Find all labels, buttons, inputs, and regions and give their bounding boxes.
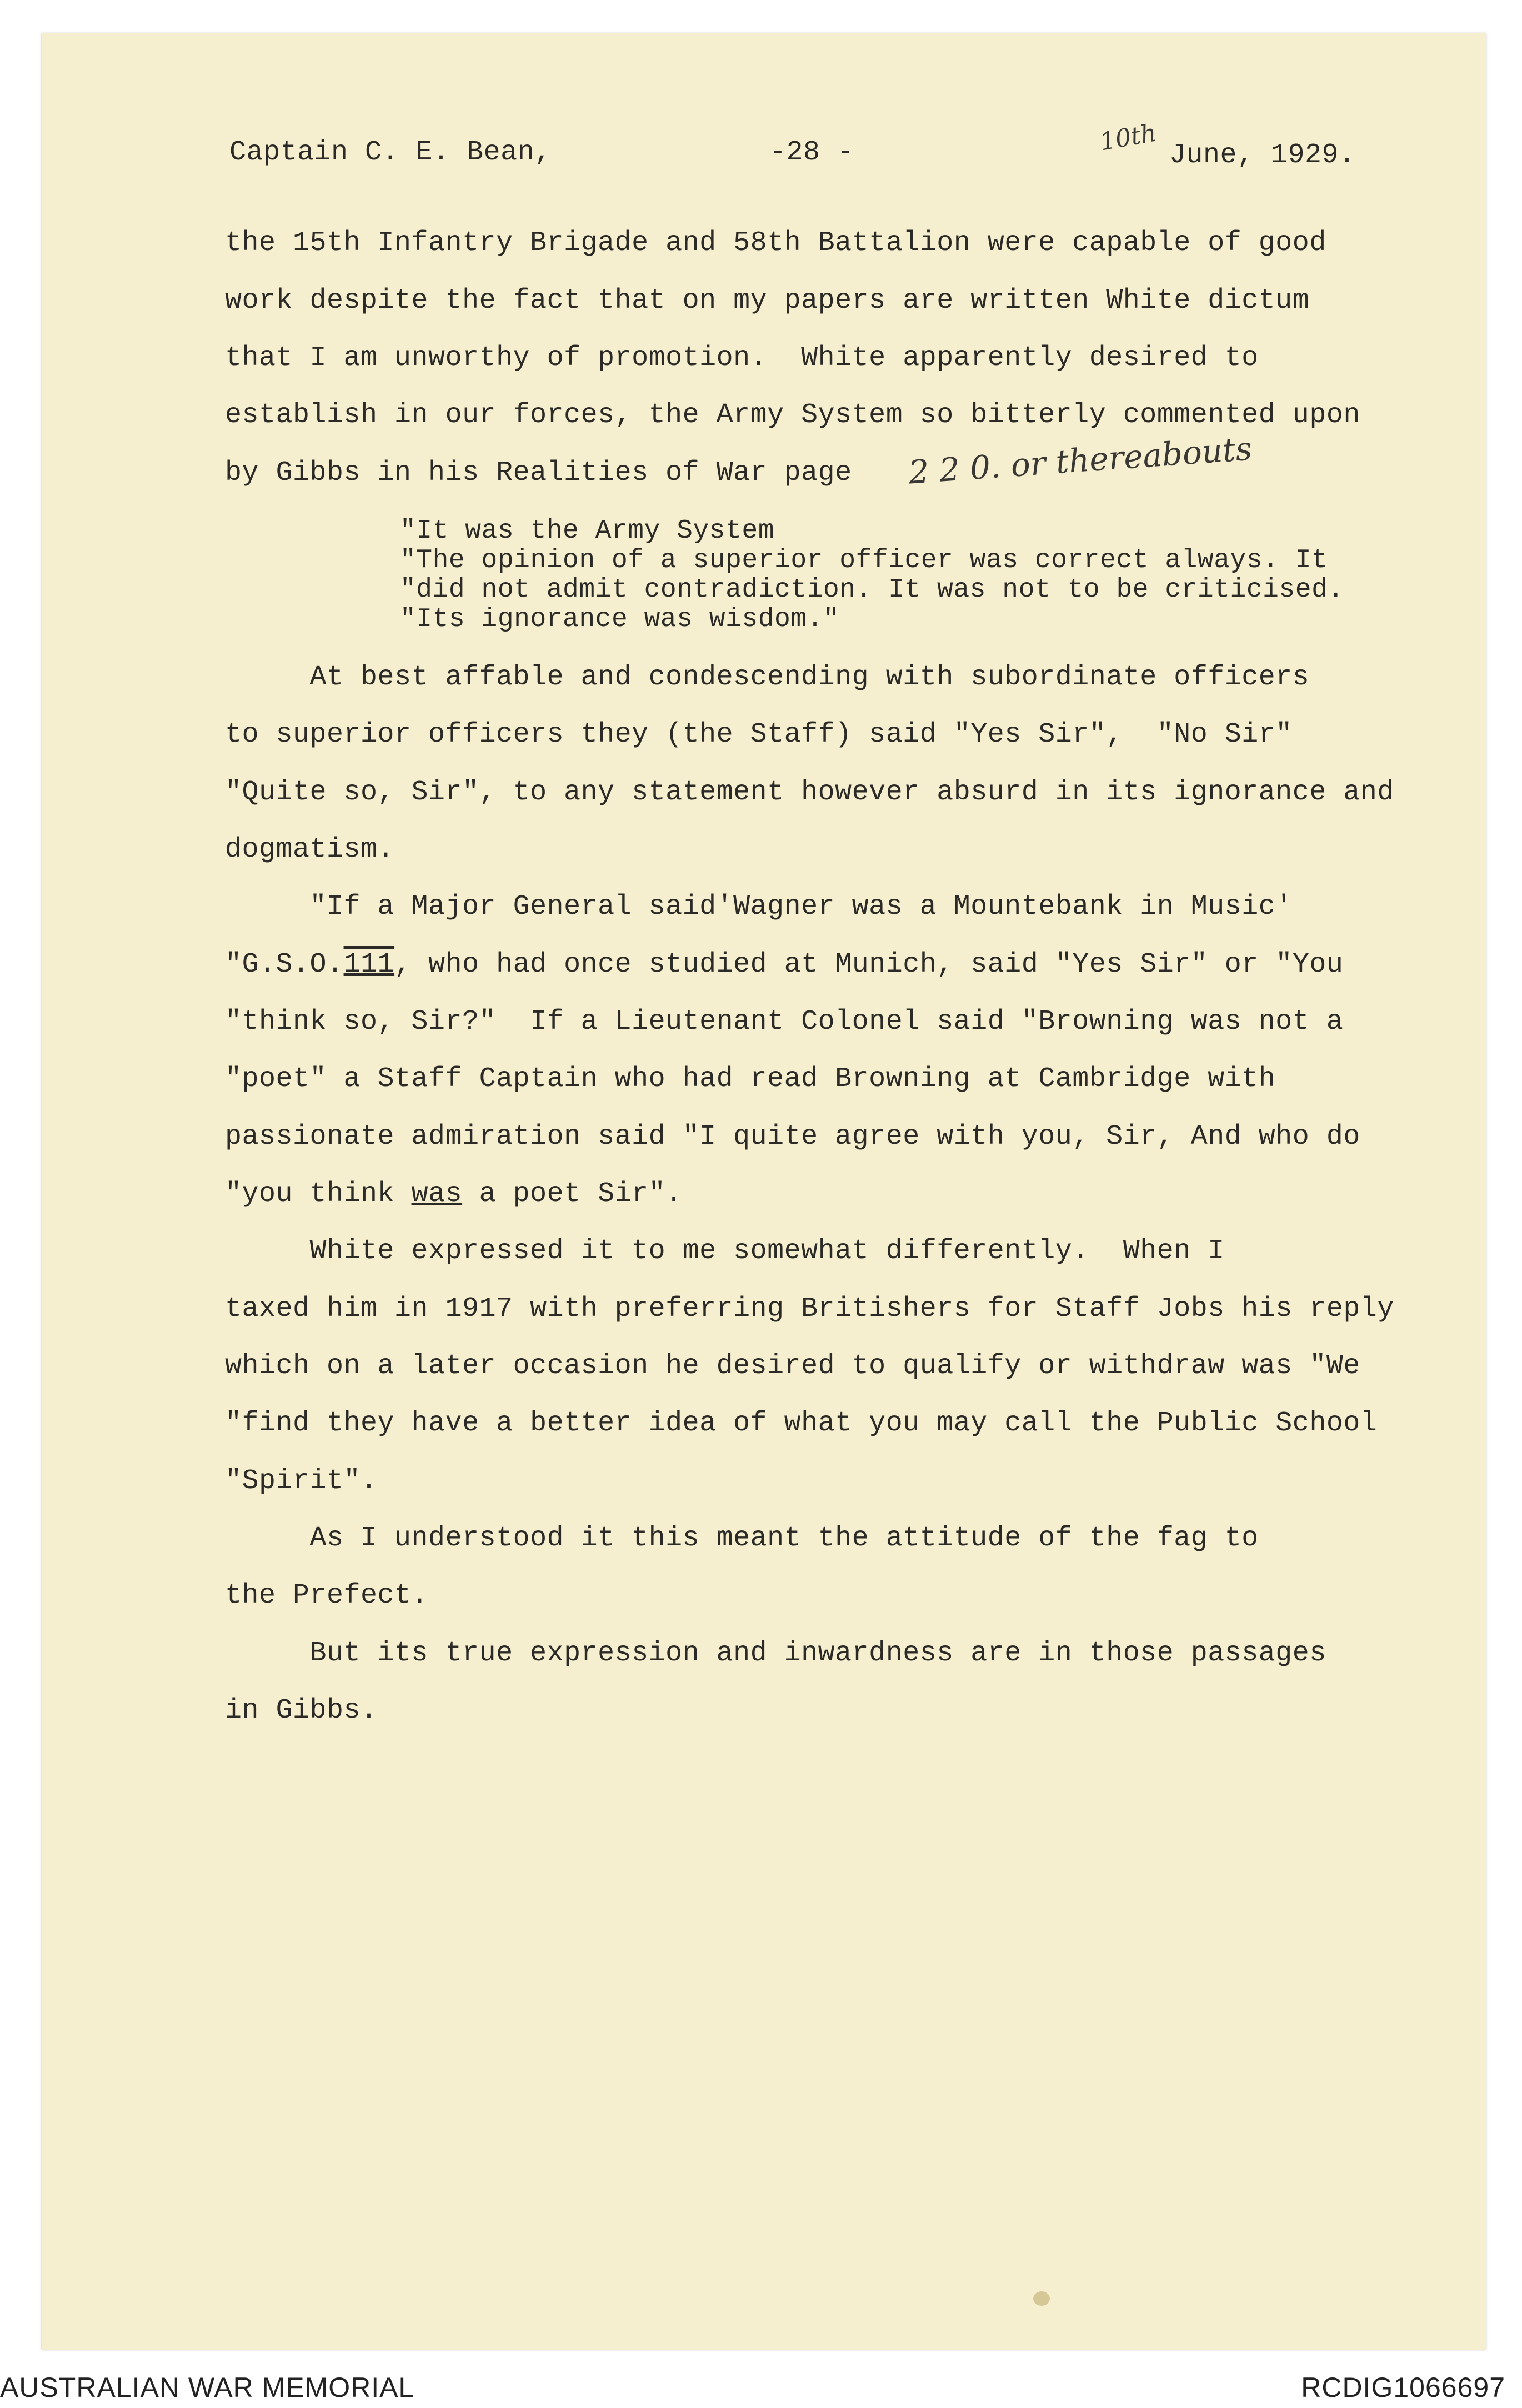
paragraph-2-line-4: dogmatism. [225, 834, 395, 865]
paragraph-1-line-1: the 15th Infantry Brigade and 58th Battalion were capable of good [225, 227, 1326, 259]
paragraph-4-line-4: "find they have a better idea of what you may call the Public School [225, 1408, 1378, 1439]
paragraph-5-line-2: the Prefect. [225, 1580, 429, 1611]
header-recipient: Captain C. E. Bean, [229, 137, 552, 168]
paragraph-3-line-1: "If a Major General said'Wagner was a Mountebank in Music' [225, 891, 1293, 923]
underlined-was: was [411, 1178, 463, 1210]
paragraph-3-line-3: "think so, Sir?" If a Lieutenant Colonel said "Browning was not a [225, 1006, 1344, 1038]
paragraph-3-line-2 [225, 948, 1343, 982]
paragraph-2-line-3: "Quite so, Sir", to any statement however absurd in its ignorance and [225, 777, 1394, 808]
footer-institution: AUSTRALIAN WAR MEMORIAL [0, 2372, 415, 2403]
quote-line-2: "The opinion of a superior officer was correct always. It [400, 545, 1328, 575]
paragraph-1-line-5: by Gibbs in his Realities of War page [225, 457, 852, 489]
paragraph-4-line-2: taxed him in 1917 with preferring Britishers for Staff Jobs his reply [225, 1293, 1394, 1325]
line-6-end: a poet Sir". [462, 1178, 683, 1210]
paragraph-3-line-5: passionate admiration said "I quite agree with you, Sir, And who do [225, 1121, 1360, 1153]
paragraph-6-line-2: in Gibbs. [225, 1695, 378, 1726]
line-6-start: "you think [225, 1178, 412, 1210]
paragraph-4-line-1: White expressed it to me somewhat differently. When I [225, 1235, 1225, 1267]
paragraph-4-line-5: "Spirit". [225, 1465, 378, 1497]
paragraph-2-line-1: At best affable and condescending with subordinate officers [225, 662, 1310, 693]
quote-line-4: "Its ignorance was wisdom." [400, 604, 840, 634]
gso-suffix: , who had once studied at Munich, said "Yes Sir" or "You [394, 949, 1344, 980]
paragraph-6-line-1: But its true expression and inwardness are in those passages [225, 1638, 1326, 1669]
quote-line-3: "did not admit contradiction. It was not to be criticised. [400, 575, 1344, 605]
paragraph-1-line-2: work despite the fact that on my papers are written White dictum [225, 285, 1310, 317]
letter-page [42, 33, 1486, 2350]
paragraph-1-line-4: establish in our forces, the Army System so bitterly commented upon [225, 399, 1360, 431]
paragraph-4-line-3: which on a later occasion he desired to qualify or withdraw was "We [225, 1350, 1360, 1382]
quote-line-1: "It was the Army System [400, 516, 775, 546]
gso-prefix: "G.S.O. [225, 949, 344, 980]
paper-stain [1033, 2291, 1050, 2306]
paragraph-3-line-6 [225, 1178, 683, 1211]
handwritten-page-annotation: 2 2 0. or thereabouts [907, 429, 1254, 492]
header-page-number: -28 - [769, 137, 854, 168]
paragraph-3-line-4: "poet" a Staff Captain who had read Browning at Cambridge with [225, 1063, 1276, 1095]
header-date: June, 1929. [1169, 139, 1356, 171]
paragraph-1-line-3: that I am unworthy of promotion. White apparently desired to [225, 342, 1259, 374]
paragraph-2-line-2: to superior officers they (the Staff) said "Yes Sir", "No Sir" [225, 719, 1293, 750]
gso-grade-underlined: 111 [343, 949, 395, 980]
paragraph-5-line-1: As I understood it this meant the attitude of the fag to [225, 1523, 1259, 1554]
footer-reference: RCDIG1066697 [1301, 2372, 1505, 2403]
header-date-day-handwritten: 10th [1098, 118, 1159, 157]
